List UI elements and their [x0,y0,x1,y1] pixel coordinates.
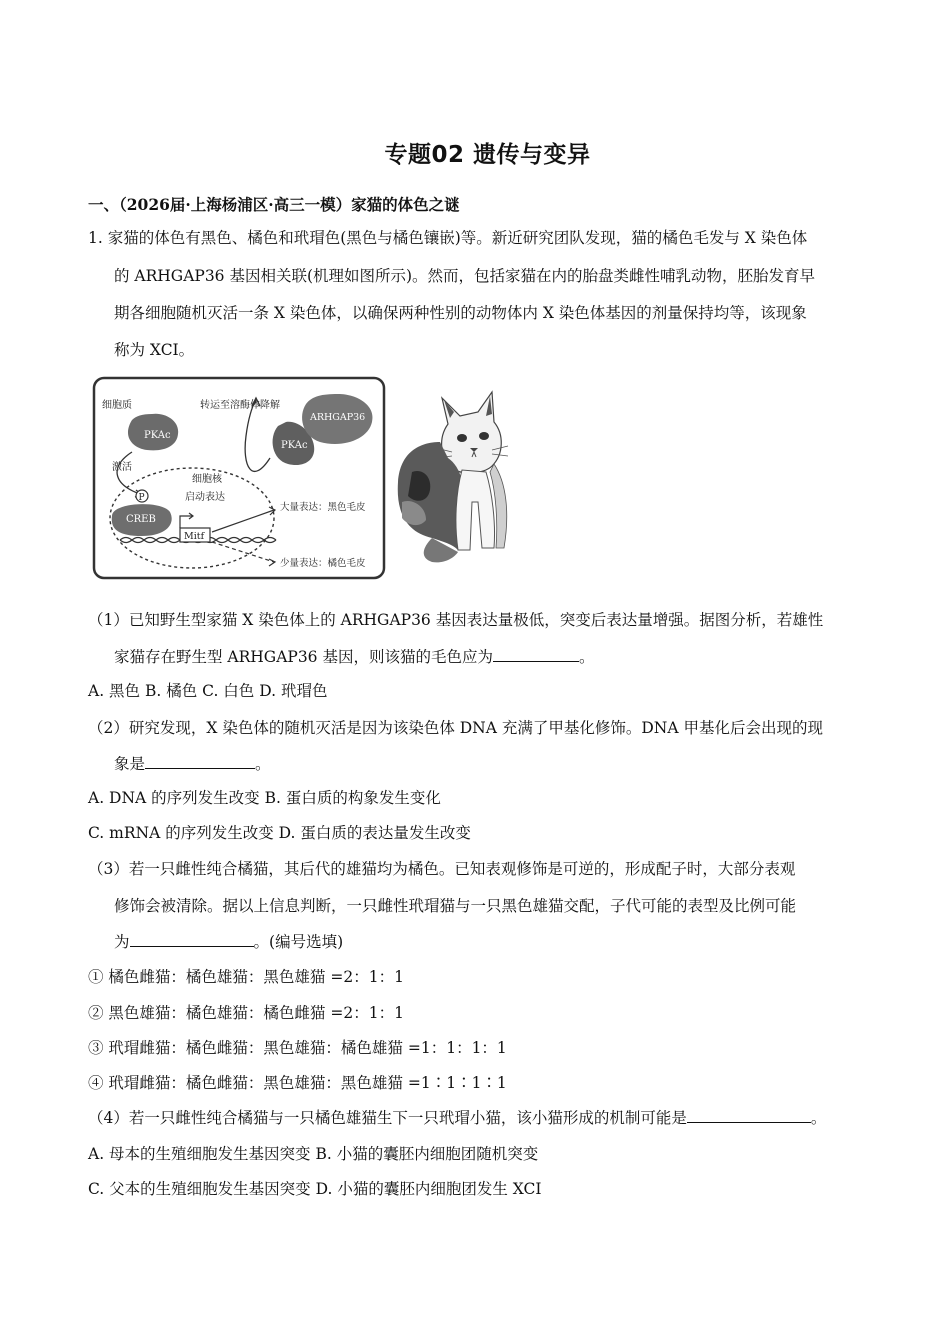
start-label: 启动表达 [185,492,225,503]
cytoplasm-label: 细胞质 [102,400,132,411]
cat-eye-right [479,432,489,440]
page-title: 专题02 遗传与变异 [384,142,591,168]
q3-line-3-end: 。(编号选填) [253,933,344,951]
q2-line-2-text: 象是 [114,755,146,773]
activate-label: 激活 [112,462,132,473]
q3-option-1: ① 橘色雌猫：橘色雄猫：黑色雄猫 =2：1：1 [88,968,404,986]
q4-line-text: （4）若一只雌性纯合橘猫与一只橘色雄猫生下一只玳瑁小猫，该小猫形成的机制可能是 [88,1109,687,1127]
transport-label: 转运至溶酶体降解 [200,400,280,411]
low-expression-arrow [212,542,274,562]
q3-line-3 [114,932,343,952]
q3-option-2: ② 黑色雄猫：橘色雄猫：橘色雌猫 =2：1：1 [88,1004,404,1022]
q2-options-2: C. mRNA 的序列发生改变 D. 蛋白质的表达量发生改变 [88,824,471,842]
q3-option-4: ④ 玳瑁雌猫：橘色雌猫：黑色雄猫：黑色雄猫 =1∶1∶1∶1 [88,1074,507,1092]
arhgap36-label: ARHGAP36 [310,412,366,423]
q1-line-1: （1）已知野生型家猫 X 染色体上的 ARHGAP36 基因表达量极低，突变后表达量增强。据图分析，若雄性 [88,611,824,629]
activate-arrow [117,452,140,494]
mechanism-diagram [92,376,387,581]
q1-line-2 [114,647,594,667]
section-heading: 一、（2026届·上海杨浦区·高三一模）家猫的体色之谜 [88,195,460,214]
q1-line-2-end: 。 [578,648,595,666]
q1-answer-blank[interactable] [493,647,579,662]
intro-line-1: 1. 家猫的体色有黑色、橘色和玳瑁色(黑色与橘色镶嵌)等。新近研究团队发现，猫的橘色毛发与 X 染色体 [88,229,808,247]
q2-line-1: （2）研究发现，X 染色体的随机灭活是因为该染色体 DNA 充满了甲基化修饰。DNA 甲基化后会出现的现 [88,719,823,737]
q1-options: A. 黑色 B. 橘色 C. 白色 D. 玳瑁色 [88,682,328,700]
q3-answer-blank[interactable] [130,932,254,947]
cat-eye-left [457,434,467,442]
phosphate-label: P [138,493,145,503]
q2-line-2-end: 。 [255,755,271,773]
nucleus-label: 细胞核 [192,474,222,485]
q4-options-1: A. 母本的生殖细胞发生基因突变 B. 小猫的囊胚内细胞团随机突变 [88,1145,539,1163]
intro-line-4: 称为 XCI。 [114,341,195,359]
pkac-label-left: PKAc [144,430,171,441]
q2-line-2 [114,754,271,774]
q2-answer-blank[interactable] [145,754,255,769]
intro-line-3: 期各细胞随机灭活一条 X 染色体，以确保两种性别的动物体内 X 染色体基因的剂量保持均等，该现象 [114,304,807,322]
high-expression-arrow [212,510,274,532]
mitf-label: Mitf [184,531,205,542]
q4-answer-blank[interactable] [687,1108,811,1123]
cat-chest [456,470,495,550]
q4-line-end: 。 [810,1109,827,1127]
low-expression-label: 少量表达：橘色毛皮 [280,558,366,569]
creb-label: CREB [126,514,156,525]
q1-line-2-text: 家猫存在野生型 ARHGAP36 基因，则该猫的毛色应为 [114,648,493,666]
q2-options-1: A. DNA 的序列发生改变 B. 蛋白质的构象发生变化 [88,789,441,807]
intro-line-2: 的 ARHGAP36 基因相关联(机理如图所示)。然而，包括家猫在内的胎盘类雌性哺乳动物，胚胎发育早 [114,267,816,285]
q3-line-2: 修饰会被清除。据以上信息判断，一只雌性玳瑁猫与一只黑色雄猫交配，子代可能的表型及比例可能 [114,897,797,915]
q4-options-2: C. 父本的生殖细胞发生基因突变 D. 小猫的囊胚内细胞团发生 XCI [88,1180,542,1198]
cat-illustration [392,372,520,572]
pkac-label-right: PKAc [281,440,308,451]
q3-option-3: ③ 玳瑁雌猫：橘色雌猫：黑色雄猫：橘色雄猫 =1：1：1：1 [88,1039,507,1057]
q3-line-3-text: 为 [114,933,130,951]
q3-line-1: （3）若一只雌性纯合橘猫，其后代的雄猫均为橘色。已知表观修饰是可逆的，形成配子时，大部分表观 [88,860,796,878]
q4-line [88,1108,826,1128]
high-expression-label: 大量表达：黑色毛皮 [280,502,366,513]
